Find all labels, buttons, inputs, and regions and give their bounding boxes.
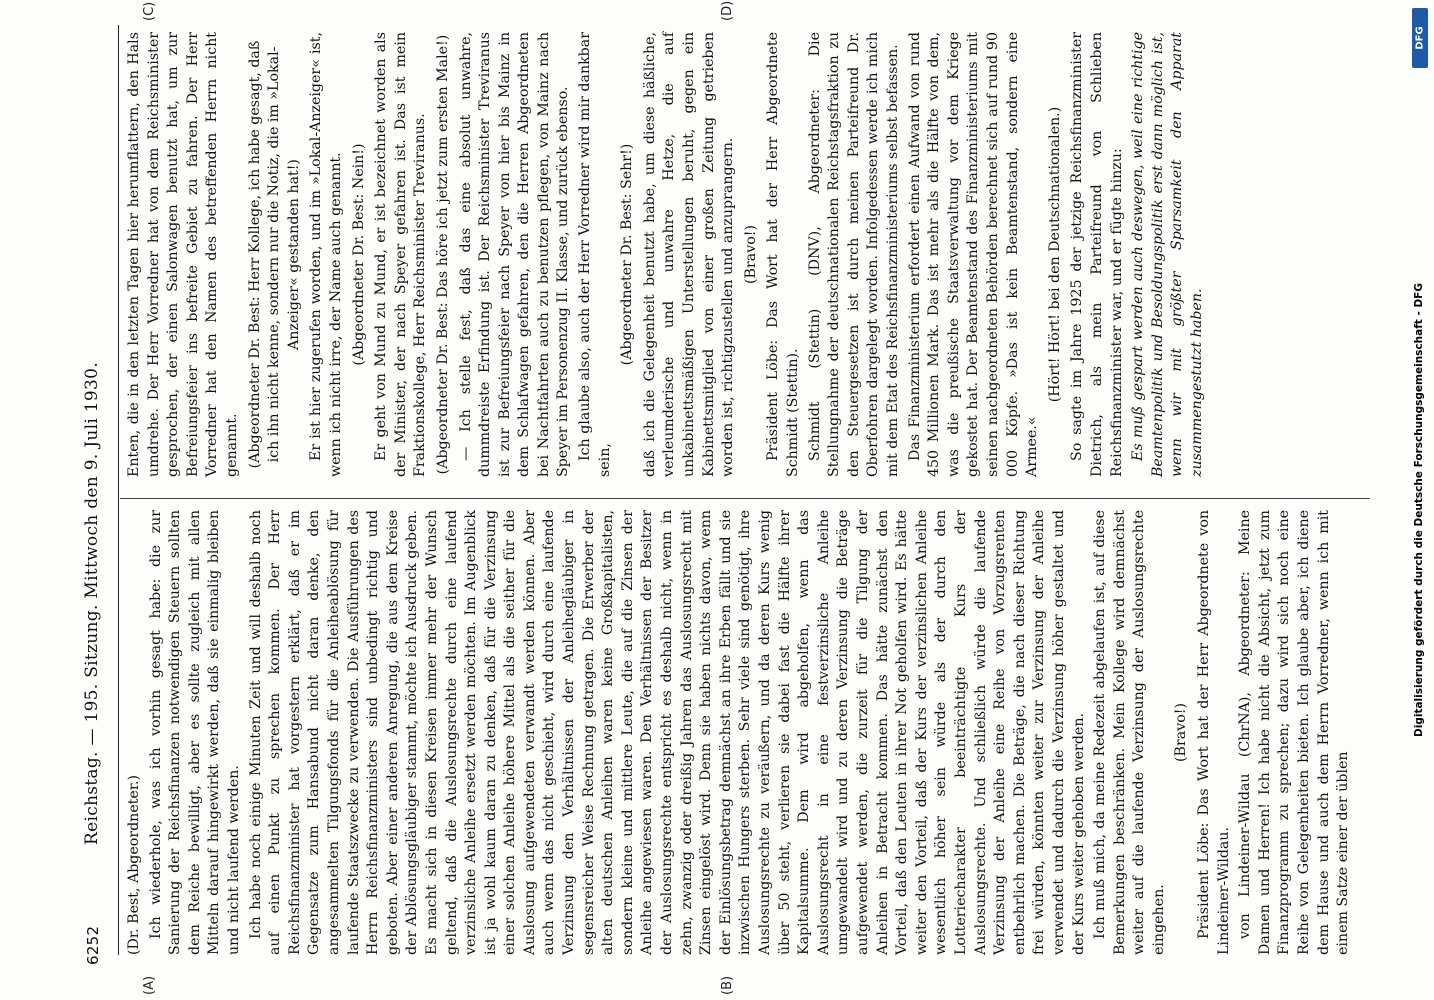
paragraph: Das Finanzministerium erfordert einen Aufwand von rund 450 Millionen Mark. Das ist mehr als die Hälfte von dem, was die preußische Staatsverwaltung vor dem Kriege gekostet hat. Der Beamtenstand des Finanzministeriums mit seinen nachgeordneten Behörden berechnet sich auf rund 90 000 Köpfe. »Das ist kein Beamtenstand, sondern eine Armee.«	[906, 32, 1041, 477]
paragraph: Schmidt (Stettin) (DNV), Abgeordneter: Die Stellungnahme der deutschnationalen Reichstagsfraktion zu den Steuergesetzen ist durch meinen Parteifreund Dr. Oberfohren dargelegt worden. Infolgedessen werde ich mich mit dem Etat des Reichsfinanzministeriums selbst befassen.	[806, 32, 901, 477]
paragraph: Er geht von Mund zu Mund, er ist bezeichnet worden als der Minister, der nach Speyer gefahren ist. Das ist mein Fraktionskollege, Herr Reichsminister Treviranus.	[373, 32, 429, 477]
quotation: Es muß gespart werden auch deswegen, weil eine richtige Beamtenpolitik und Besoldungspolitik erst dann möglich ist, wenn wir mit größter Sparsamkeit den Apparat zusammengestutzt haben.	[1130, 32, 1205, 477]
paragraph: — Ich stelle fest, daß das eine absolut unwahre, dummdreiste Erfindung ist. Der Reichsminister Treviranus ist zur Befreiungsfeier nach Speyer von hier bis Mainz in dem Schlafwagen gefahren, den die Herren Abgeordneten bei Nachtfahrten auch zu benutzen pflegen, von Mainz nach Speyer im Personenzug II. Klasse, und zurück ebenso.	[457, 32, 572, 477]
margin-marker-c: (C)	[142, 1, 157, 21]
paragraph: von Lindeiner-Wildau (ChrNA), Abgeordneter: Meine Damen und Herren! Ich habe nicht die Absicht, jetzt zum Finanzprogramm zu sprechen; dazu wird sich noch eine Reihe von Gelegenheiten bieten. Ich glaube aber, ich diene dem Hause und auch dem Herrn Vorredner, wenn ich mit einem Satze einer der üblen	[1237, 510, 1352, 955]
rotated-page-content	[80, 0, 1380, 995]
paragraph: So sagte im Jahre 1925 der jetzige Reichsfinanzminister Dietrich, als mein Parteifreund von Schlieben Reichsfinanzminister war, und er fügte hinzu:	[1069, 32, 1125, 477]
header-rule	[118, 25, 119, 955]
page-number: 6252	[84, 925, 102, 965]
dfg-logo: DFG	[1412, 8, 1428, 68]
paragraph: Er ist hier zugerufen worden, und im »Lokal-Anzeiger« ist, wenn ich nicht irre, der Name auch genannt.	[308, 32, 344, 477]
page-header-title: Reichstag. — 195. Sitzung. Mittwoch den 9. Juli 1930.	[82, 362, 102, 845]
paragraph: Enten, die in den letzten Tagen hier herumflattern, den Hals umdrehe. Der Herr Vorredner hat von dem Reichsminister gesprochen, der einen Salonwagen benutzt hat, um zur Befreiungsfeier ins befreite Gebiet zu fahren. Der Herr Vorredner hat den Namen des betreffenden Herrn nicht genannt.	[126, 32, 240, 477]
page-header	[80, 25, 120, 965]
margin-marker-a: (A)	[142, 975, 157, 995]
paragraph: Ich habe noch einige Minuten Zeit und will deshalb noch auf einen Punkt zu sprechen kommen. Der Herr Reichsfinanzminister hat vorgestern erklärt, daß er im Gegensatze zum Hansabund nicht daran denke, den angesammelten Tilgungsfonds für die Anleiheablösung für laufende Staatszwecke zu verwenden. Die Ausführungen des Herrn Reichsfinanzministers sind unbedingt richtig und geboten. Aber einer anderen Anregung, die aus dem Kreise der Ablösungsgläubiger stammt, möchte ich Ausdruck geben. Es macht sich in diesen Kreisen immer mehr der Wunsch geltend, daß die Auslosungsrechte durch eine laufend verzinsliche Anleihe ersetzt werden möchten. Im Augenblick ist ja wohl kaum daran zu denken, daß für die Verzinsung einer solchen Anleihe höhere Mittel als die seither für die Auslosung aufgewendeten verwandt werden können. Aber auch wenn das nicht geschieht, wird durch eine laufende Verzinsung den Verhältnissen der Anleihegläubiger in segensreicher Weise Rechnung getragen. Die Erwerber der alten deutschen Anleihen waren keine Großkapitalisten, sondern kleine und mittlere Leute, die auf die Zinsen der Anleihe angewiesen waren. Den Verhältnissen der Besitzer der Auslosungsrechte entspricht es deshalb nicht, wenn in zehn, zwanzig oder dreißig Jahren das Auslosungsrecht mit Zinsen eingelöst wird. Denn sie haben nichts davon, wenn der Einlösungsbetrag demnächst an ihre Erben fällt und sie inzwischen Hungers sterben. Sehr viele sind genötigt, ihre Auslosungsrechte zu veräußern, und da deren Kurs wenig über 50 steht, verlieren sie dabei fast die Hälfte ihrer Kapitalsumme. Dem wird abgeholfen, wenn das Auslosungsrecht in eine festverzinsliche Anleihe umgewandelt wird und zu deren Verzinsung die Beträge aufgewendet werden, die zurzeit für die Tilgung der Anleihen in Betracht kommen. Das hätte zunächst den Vorteil, daß den Leuten in ihrer Not geholfen wird. Es hätte weiter den Vorteil, daß der Kurs der verzinslichen Anleihe wesentlich höher sein würde als der durch den Lotteriecharakter beeinträchtigte Kurs der Auslosungsrechte. Und schließlich würde die laufende Verzinsung der Anleihe eine Reihe von Vorzugsrenten entbehrlich machen. Die Beträge, die nach dieser Richtung frei würden, könnten weiter zur Verzinsung der Anleihe verwendet und dadurch die Verzinsung höher gestaltet und der Kurs weiter gehoben werden.	[247, 510, 1087, 955]
interjection: (Abgeordneter Dr. Best: Sehr!)	[619, 143, 636, 366]
interjection: (Hört! Hört! bei den Deutschnationalen.)	[1046, 106, 1063, 403]
column-rule	[120, 498, 1370, 499]
interjection: (Abgeordneter Dr. Best: Nein!)	[350, 143, 367, 366]
interjection: (Bravo!)	[1173, 703, 1190, 762]
digitization-note	[1410, 120, 1428, 900]
presiding-remark: Präsident Löbe: Das Wort hat der Herr Abgeordnete von Lindeiner-Wildau.	[1196, 510, 1232, 955]
presiding-remark: Präsident Löbe: Das Wort hat der Herr Abgeordnete Schmidt (Stettin).	[765, 32, 801, 477]
margin-marker-b: (B)	[720, 975, 735, 995]
paragraph: Ich glaube also, auch der Herr Vorredner wird mir dankbar sein,	[577, 32, 613, 477]
paragraph: daß ich die Gelegenheit benutzt habe, um diese häßliche, verleumderische und unwahre Hetze, die auf unkabinettsmäßigen Unterstellungen beruht, gegen ein Kabinettsmitglied von einer großen Zeitung getrieben worden ist, richtigzustellen und anzuprangern.	[641, 32, 737, 477]
right-column	[125, 32, 1365, 477]
interjection: (Abgeordneter Dr. Best: Das höre ich jetzt zum ersten Male!)	[434, 34, 451, 475]
paragraph: Ich muß mich, da meine Redezeit abgelaufen ist, auf diese Bemerkungen beschränken. Mein Kollege wird demnächst weiter auf die laufende Verzinsung der Auslosungsrechte eingehen.	[1092, 510, 1167, 955]
speaker-continuation: (Dr. Best, Abgeordneter.)	[126, 774, 142, 955]
left-column	[125, 510, 1365, 955]
interjection: (Bravo!)	[742, 225, 759, 284]
interjection: (Abgeordneter Dr. Best: Herr Kollege, ich habe gesagt, daß ich ihn nicht kenne, sondern nur die Notiz, die im »Lokal-Anzeiger« gestanden hat!)	[246, 40, 302, 469]
digitization-note-text: Digitalisierung gefördert durch die Deutsche Forschungsgemeinschaft - DFG	[1413, 283, 1425, 737]
margin-marker-d: (D)	[720, 0, 735, 21]
paragraph: Ich wiederhole, was ich vorhin gesagt habe: die zur Sanierung der Reichsfinanzen notwendigen Steuern sollten dem Reiche bewilligt, aber es sollte zugleich mit allen Mitteln darauf hingewirkt werden, daß sie einmalig bleiben und nicht laufend werden.	[147, 510, 242, 955]
